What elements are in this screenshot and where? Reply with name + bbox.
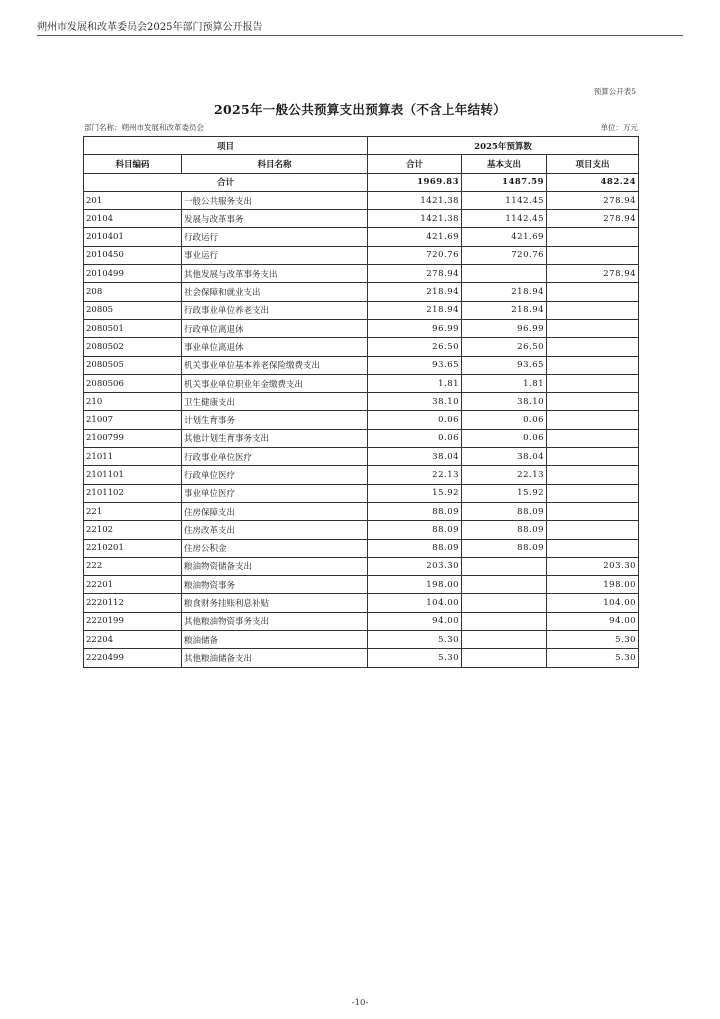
total-project: 482.24	[547, 173, 639, 191]
row-code: 201	[84, 191, 182, 209]
row-code: 20104	[84, 210, 182, 228]
row-project	[547, 466, 639, 484]
row-basic: 1142.45	[462, 210, 547, 228]
row-code: 2101102	[84, 484, 182, 502]
budget-table	[83, 136, 639, 668]
table-row	[84, 246, 639, 264]
table-number: 预算公开表5	[593, 87, 636, 96]
row-basic	[462, 594, 547, 612]
row-basic: 22.13	[462, 466, 547, 484]
row-basic	[462, 557, 547, 575]
row-total: 15.92	[368, 484, 462, 502]
row-total: 26.50	[368, 338, 462, 356]
row-code: 2210201	[84, 539, 182, 557]
row-name: 事业单位医疗	[182, 484, 368, 502]
table-row	[84, 411, 639, 429]
row-basic: 720.76	[462, 246, 547, 264]
row-project	[547, 356, 639, 374]
table-row	[84, 191, 639, 209]
row-basic: 1142.45	[462, 191, 547, 209]
row-basic	[462, 576, 547, 594]
row-name: 粮食财务挂账利息补贴	[182, 594, 368, 612]
row-code: 221	[84, 502, 182, 520]
row-name: 住房改革支出	[182, 521, 368, 539]
row-total: 421.69	[368, 228, 462, 246]
column-header-name: 科目名称	[182, 155, 368, 173]
table-row	[84, 612, 639, 630]
row-project: 278.94	[547, 210, 639, 228]
table-row	[84, 631, 639, 649]
row-code: 2010499	[84, 265, 182, 283]
table-row	[84, 356, 639, 374]
row-total: 198.00	[368, 576, 462, 594]
page-number: -10-	[351, 998, 369, 1008]
table-row	[84, 594, 639, 612]
row-code: 22102	[84, 521, 182, 539]
row-name: 其他发展与改革事务支出	[182, 265, 368, 283]
row-basic: 421.69	[462, 228, 547, 246]
row-project	[547, 502, 639, 520]
page-title: 2025年一般公共预算支出预算表（不含上年结转）	[214, 102, 506, 117]
row-code: 21011	[84, 448, 182, 466]
row-total: 88.09	[368, 539, 462, 557]
row-total: 1421.38	[368, 210, 462, 228]
row-name: 机关事业单位基本养老保险缴费支出	[182, 356, 368, 374]
row-code: 222	[84, 557, 182, 575]
row-code: 2010401	[84, 228, 182, 246]
row-project	[547, 448, 639, 466]
row-name: 粮油储备	[182, 631, 368, 649]
row-name: 一般公共服务支出	[182, 191, 368, 209]
total-row	[84, 173, 639, 191]
row-total: 22.13	[368, 466, 462, 484]
row-project	[547, 521, 639, 539]
row-total: 203.30	[368, 557, 462, 575]
row-project	[547, 283, 639, 301]
row-basic	[462, 265, 547, 283]
row-total: 1.81	[368, 374, 462, 392]
row-code: 2010450	[84, 246, 182, 264]
row-project	[547, 393, 639, 411]
row-project: 198.00	[547, 576, 639, 594]
row-total: 278.94	[368, 265, 462, 283]
table-row	[84, 283, 639, 301]
row-code: 2101101	[84, 466, 182, 484]
table-row	[84, 649, 639, 667]
row-code: 20805	[84, 301, 182, 319]
row-code: 2220499	[84, 649, 182, 667]
row-basic	[462, 612, 547, 630]
row-name: 行政事业单位医疗	[182, 448, 368, 466]
row-name: 行政事业单位养老支出	[182, 301, 368, 319]
row-basic: 218.94	[462, 301, 547, 319]
row-total: 104.00	[368, 594, 462, 612]
row-basic: 26.50	[462, 338, 547, 356]
row-project	[547, 539, 639, 557]
column-header-project: 项目支出	[547, 155, 639, 173]
row-basic: 88.09	[462, 521, 547, 539]
column-header-total: 合计	[368, 155, 462, 173]
row-code: 22204	[84, 631, 182, 649]
row-total: 38.04	[368, 448, 462, 466]
row-project: 94.00	[547, 612, 639, 630]
row-name: 行政运行	[182, 228, 368, 246]
row-name: 行政单位离退休	[182, 319, 368, 337]
row-name: 发展与改革事务	[182, 210, 368, 228]
row-code: 2080501	[84, 319, 182, 337]
row-code: 208	[84, 283, 182, 301]
total-amount: 1969.83	[368, 173, 462, 191]
table-row	[84, 448, 639, 466]
row-project: 278.94	[547, 191, 639, 209]
row-project	[547, 429, 639, 447]
row-name: 计划生育事务	[182, 411, 368, 429]
row-basic: 218.94	[462, 283, 547, 301]
row-total: 720.76	[368, 246, 462, 264]
group-header-budget: 2025年预算数	[368, 137, 639, 155]
row-project	[547, 338, 639, 356]
row-name: 其他粮油储备支出	[182, 649, 368, 667]
row-code: 2220199	[84, 612, 182, 630]
row-basic: 0.06	[462, 429, 547, 447]
table-row	[84, 228, 639, 246]
row-total: 5.30	[368, 631, 462, 649]
row-code: 2100799	[84, 429, 182, 447]
row-name: 行政单位医疗	[182, 466, 368, 484]
table-row	[84, 484, 639, 502]
row-code: 2080506	[84, 374, 182, 392]
row-total: 5.30	[368, 649, 462, 667]
row-basic: 0.06	[462, 411, 547, 429]
table-row	[84, 576, 639, 594]
row-project: 104.00	[547, 594, 639, 612]
row-basic: 96.99	[462, 319, 547, 337]
table-row	[84, 265, 639, 283]
header-divider	[37, 35, 683, 36]
row-name: 卫生健康支出	[182, 393, 368, 411]
row-code: 210	[84, 393, 182, 411]
row-code: 2080502	[84, 338, 182, 356]
row-total: 0.06	[368, 429, 462, 447]
row-project: 5.30	[547, 631, 639, 649]
row-total: 1421.38	[368, 191, 462, 209]
row-name: 事业单位离退休	[182, 338, 368, 356]
row-total: 88.09	[368, 521, 462, 539]
row-name: 机关事业单位职业年金缴费支出	[182, 374, 368, 392]
row-basic: 88.09	[462, 502, 547, 520]
table-row	[84, 338, 639, 356]
row-project	[547, 374, 639, 392]
row-project: 5.30	[547, 649, 639, 667]
row-name: 粮油物资事务	[182, 576, 368, 594]
table-row	[84, 466, 639, 484]
row-project	[547, 228, 639, 246]
row-project	[547, 319, 639, 337]
table-meta	[84, 122, 638, 133]
row-name: 事业运行	[182, 246, 368, 264]
row-basic	[462, 631, 547, 649]
row-name: 住房公积金	[182, 539, 368, 557]
row-total: 94.00	[368, 612, 462, 630]
row-name: 其他计划生育事务支出	[182, 429, 368, 447]
table-row	[84, 210, 639, 228]
group-header-item: 项目	[84, 137, 368, 155]
row-name: 社会保障和就业支出	[182, 283, 368, 301]
row-basic: 1.81	[462, 374, 547, 392]
row-name: 粮油物资储备支出	[182, 557, 368, 575]
row-project	[547, 246, 639, 264]
row-basic: 38.10	[462, 393, 547, 411]
table-row	[84, 502, 639, 520]
row-code: 2220112	[84, 594, 182, 612]
department-name: 部门名称：朔州市发展和改革委员会	[84, 123, 204, 132]
table-row	[84, 429, 639, 447]
row-basic	[462, 649, 547, 667]
table-row	[84, 557, 639, 575]
row-total: 218.94	[368, 283, 462, 301]
table-row	[84, 393, 639, 411]
row-basic: 38.04	[462, 448, 547, 466]
table-row	[84, 539, 639, 557]
row-project	[547, 301, 639, 319]
row-code: 21007	[84, 411, 182, 429]
row-basic: 88.09	[462, 539, 547, 557]
column-header-basic: 基本支出	[462, 155, 547, 173]
running-header: 朔州市发展和改革委员会2025年部门预算公开报告	[37, 22, 263, 33]
row-total: 93.65	[368, 356, 462, 374]
row-total: 96.99	[368, 319, 462, 337]
unit-label: 单位：万元	[600, 123, 638, 132]
table-row	[84, 301, 639, 319]
row-project: 203.30	[547, 557, 639, 575]
row-project	[547, 411, 639, 429]
row-total: 38.10	[368, 393, 462, 411]
row-basic: 93.65	[462, 356, 547, 374]
table-row	[84, 319, 639, 337]
row-total: 88.09	[368, 502, 462, 520]
total-label: 合计	[84, 173, 368, 191]
row-total: 0.06	[368, 411, 462, 429]
table-row	[84, 374, 639, 392]
column-header-code: 科目编码	[84, 155, 182, 173]
row-project	[547, 484, 639, 502]
row-code: 22201	[84, 576, 182, 594]
total-basic: 1487.59	[462, 173, 547, 191]
row-name: 住房保障支出	[182, 502, 368, 520]
row-project: 278.94	[547, 265, 639, 283]
row-basic: 15.92	[462, 484, 547, 502]
row-name: 其他粮油物资事务支出	[182, 612, 368, 630]
table-row	[84, 521, 639, 539]
row-code: 2080505	[84, 356, 182, 374]
row-total: 218.94	[368, 301, 462, 319]
